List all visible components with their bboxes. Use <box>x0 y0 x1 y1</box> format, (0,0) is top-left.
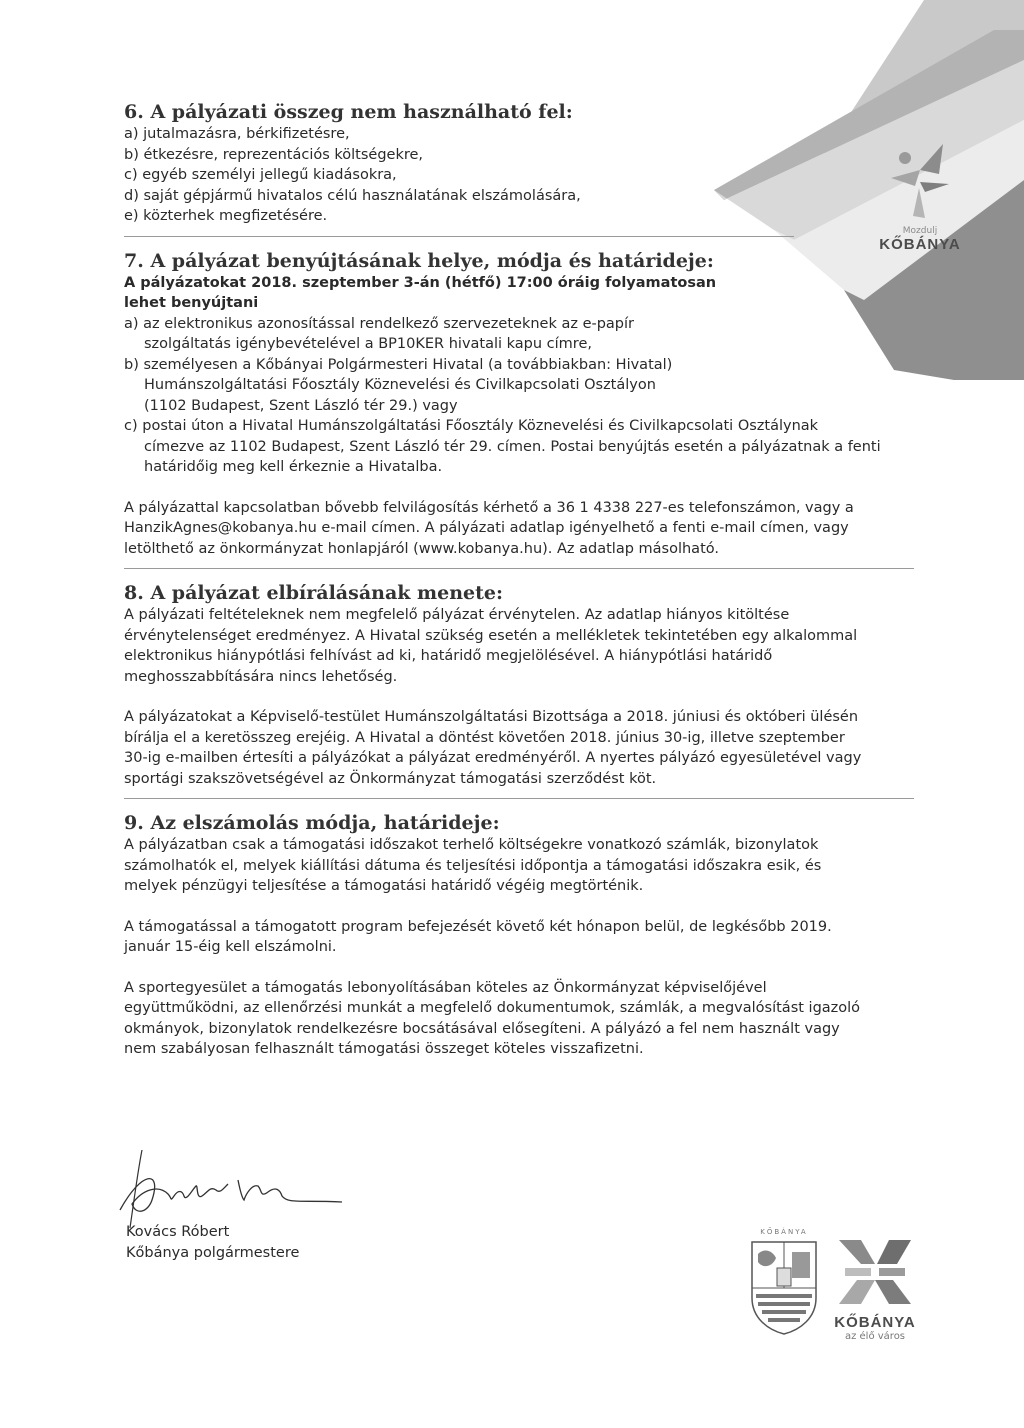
list-item: c) postai úton a Hivatal Humánszolgáltatási Főosztály Köznevelési és Civilkapcsolati Osztálynak <box>124 418 819 434</box>
paragraph-line: január 15-éig kell elszámolni. <box>124 939 337 955</box>
section-divider <box>124 798 914 799</box>
kobanya-bottom-logo <box>828 1238 922 1342</box>
paragraph-line: sportági szakszövetségével az Önkormányzat támogatási szerződést köt. <box>124 770 657 787</box>
spacer <box>124 687 914 707</box>
deadline-line: A pályázatokat 2018. szeptember 3-án (hétfő) 17:00 óráig folyamatosan <box>124 274 717 291</box>
paragraph-line: elektronikus hiánypótlási felhívást ad ki, határidő megjelölésével. A hiánypótlási határidő <box>124 648 773 664</box>
paragraph-line: érvénytelenséget eredményez. A Hivatal szükség esetén a mellékletek tekintetében egy alkalommal <box>124 627 858 644</box>
list-item: a) az elektronikus azonosítással rendelkező szervezeteknek az e-papír <box>124 315 635 332</box>
logo-slogan: Mozdulj <box>902 226 938 236</box>
list-item: a) jutalmazásra, bérkifizetésre, <box>124 126 350 142</box>
paragraph-line: melyek pénzügyi teljesítése a támogatási határidő végéig megtörténik. <box>124 878 644 894</box>
paragraph-line: 30-ig e-mailben értesíti a pályázókat a pályázat eredményéről. A nyertes pályázó egyesületével vagy <box>124 750 862 766</box>
paragraph-line: A támogatással a támogatott program befejezését követő két hónapon belül, de legkésőbb 2019. <box>124 918 832 935</box>
paragraph-line: A pályázatban csak a támogatási időszakot terhelő költségekre vonatkozó számlák, bizonylatok <box>124 837 819 853</box>
signatory-name: Kovács Róbert <box>126 1224 230 1240</box>
section8-title: 8. A pályázat elbírálásának menete: <box>124 582 504 604</box>
spacer <box>124 958 914 978</box>
section6-list <box>124 124 914 227</box>
paragraph-line: meghosszabbítására nincs lehetőség. <box>124 668 398 685</box>
spacer <box>124 897 914 917</box>
paragraph-line: bírálja el a keretösszeg erejéig. A Hivatal a döntést követően 2018. június 30-ig, illetve szeptember <box>124 729 845 746</box>
list-item: b) személyesen a Kőbányai Polgármesteri Hivatal (a továbbiakban: Hivatal) <box>124 356 673 373</box>
paragraph-line: A sportegyesület a támogatás lebonyolításában köteles az Önkormányzat képviselőjével <box>124 979 767 996</box>
contact-line: letölthető az önkormányzat honlapjáról (www.kobanya.hu). Az adatlap másolható. <box>124 540 719 557</box>
paragraph-line: A pályázatokat a Képviselő-testület Humánszolgáltatási Bizottsága a 2018. júniusi és októberi ülésén <box>124 709 859 725</box>
section9-title: 9. Az elszámolás módja, határideje: <box>124 812 500 834</box>
paragraph-line: nem szabályosan felhasznált támogatási összeget köteles visszafizetni. <box>124 1041 644 1057</box>
logo-brand: KŐBÁNYA <box>879 236 961 253</box>
crest-label: KŐBÁNYA <box>760 1228 808 1236</box>
list-item-cont: határidőig meg kell érkeznie a Hivatalba. <box>144 459 443 475</box>
list-item: e) közterhek megfizetésére. <box>124 208 328 224</box>
kobanya-x-icon <box>835 1238 915 1306</box>
signatory <box>126 1222 299 1263</box>
paragraph-line: A pályázati feltételeknek nem megfelelő pályázat érvénytelen. Az adatlap hiányos kitöltése <box>124 607 790 623</box>
list-item-cont: Humánszolgáltatási Főosztály Köznevelési és Civilkapcsolati Osztályon <box>144 377 656 393</box>
coat-of-arms-icon <box>748 1238 820 1336</box>
bottom-logo-brand: KŐBÁNYA <box>834 1314 916 1331</box>
bottom-logo-tagline: az élő város <box>844 1331 906 1342</box>
deadline-line: lehet benyújtani <box>124 295 259 311</box>
paragraph-line: együttműködni, az ellenőrzési munkát a megfelelő dokumentumok, számlák, a megvalósítást igazoló <box>124 1000 861 1016</box>
section-divider <box>124 236 794 237</box>
list-item: b) étkezésre, reprezentációs költségekre, <box>124 146 424 163</box>
document-body <box>124 100 914 1060</box>
list-item: d) saját gépjármű hivatalos célú használatának elszámolására, <box>124 187 581 204</box>
section6-title: 6. A pályázati összeg nem használható fel: <box>124 101 573 123</box>
list-item-cont: címezve az 1102 Budapest, Szent László tér 29. címen. Postai benyújtás esetén a pályázatnak a fenti <box>144 438 881 455</box>
contact-line: A pályázattal kapcsolatban bővebb felvilágosítás kérhető a 36 1 4338 227-es telefonszámon, vagy a <box>124 499 854 516</box>
signatory-role: Kőbánya polgármestere <box>126 1244 300 1261</box>
paragraph-line: számolhatók el, melyek kiállítási dátuma és teljesítési időpontja a támogatási időszakra esik, és <box>124 857 822 874</box>
handwritten-signature <box>112 1150 352 1230</box>
spacer <box>124 478 914 498</box>
list-item: c) egyéb személyi jellegű kiadásokra, <box>124 167 397 183</box>
contact-line: HanzikAgnes@kobanya.hu e-mail címen. A pályázati adatlap igényelhető a fenti e-mail címen, vagy <box>124 520 849 536</box>
section-divider <box>124 568 914 569</box>
list-item-cont: (1102 Budapest, Szent László tér 29.) vagy <box>144 397 458 414</box>
list-item-cont: szolgáltatás igénybevételével a BP10KER hivatali kapu címre, <box>144 336 592 352</box>
paragraph-line: okmányok, bizonylatok rendelkezésre bocsátásával elősegíteni. A pályázó a fel nem használt vagy <box>124 1020 840 1037</box>
section7-title: 7. A pályázat benyújtásának helye, módja és határideje: <box>124 249 714 272</box>
